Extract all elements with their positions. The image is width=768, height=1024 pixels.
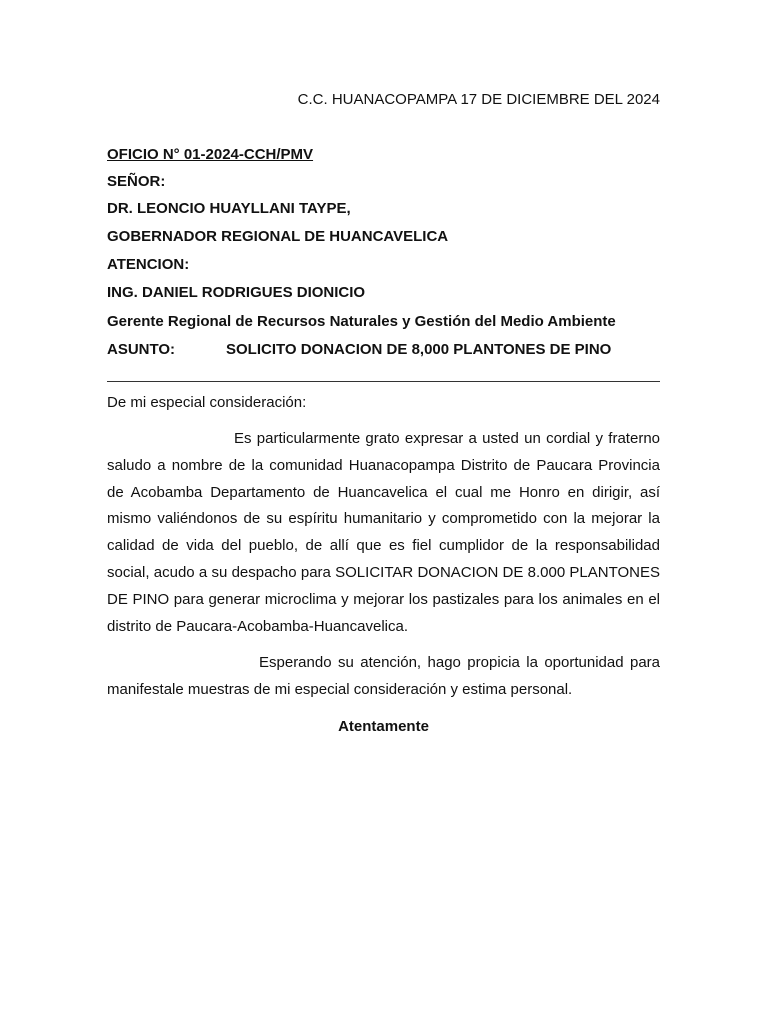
divider-line <box>107 381 660 382</box>
recipient-title: GOBERNADOR REGIONAL DE HUANCAVELICA <box>107 228 449 245</box>
salutation: SEÑOR: <box>107 173 166 190</box>
oficio-number: OFICIO N° 01-2024-CCH/PMV <box>107 146 314 163</box>
greeting: De mi especial consideración: <box>107 394 307 411</box>
date-line: C.C. HUANACOPAMPA 17 DE DICIEMBRE DEL 2024 <box>297 91 660 108</box>
closing: Atentamente <box>338 718 429 735</box>
attention-label: ATENCION: <box>107 256 190 273</box>
subject-text: SOLICITO DONACION DE 8,000 PLANTONES DE PINO <box>226 341 612 358</box>
body-paragraph-2: Esperando su atención, hago propicia la oportunidad para manifestale muestras de mi especial consideración y estima personal. <box>107 654 660 698</box>
attention-name: ING. DANIEL RODRIGUES DIONICIO <box>107 284 366 301</box>
attention-title: Gerente Regional de Recursos Naturales y Gestión del Medio Ambiente <box>107 313 616 330</box>
subject-label: ASUNTO: <box>107 341 176 358</box>
body-paragraph-1: Es particularmente grato expresar a usted un cordial y fraterno saludo a nombre de la comunidad Huanacopampa Distrito de Paucara Provincia de Acobamba Departamento de Huancavelica el cual me Honro en dirigir, así mismo valiéndonos de su espíritu humanitario y comprometido con la mejorar la calidad de vida del pueblo, de allí que es fiel cumplidor de la responsabilidad social, acudo a su despacho para SOLICITAR DONACION DE 8.000 PLANTONES DE PINO para generar microclima y mejorar los pastizales para los animales en el distrito de Paucara-Acobamba-Huancavelica. <box>107 430 660 635</box>
recipient-name: DR. LEONCIO HUAYLLANI TAYPE, <box>107 200 351 217</box>
